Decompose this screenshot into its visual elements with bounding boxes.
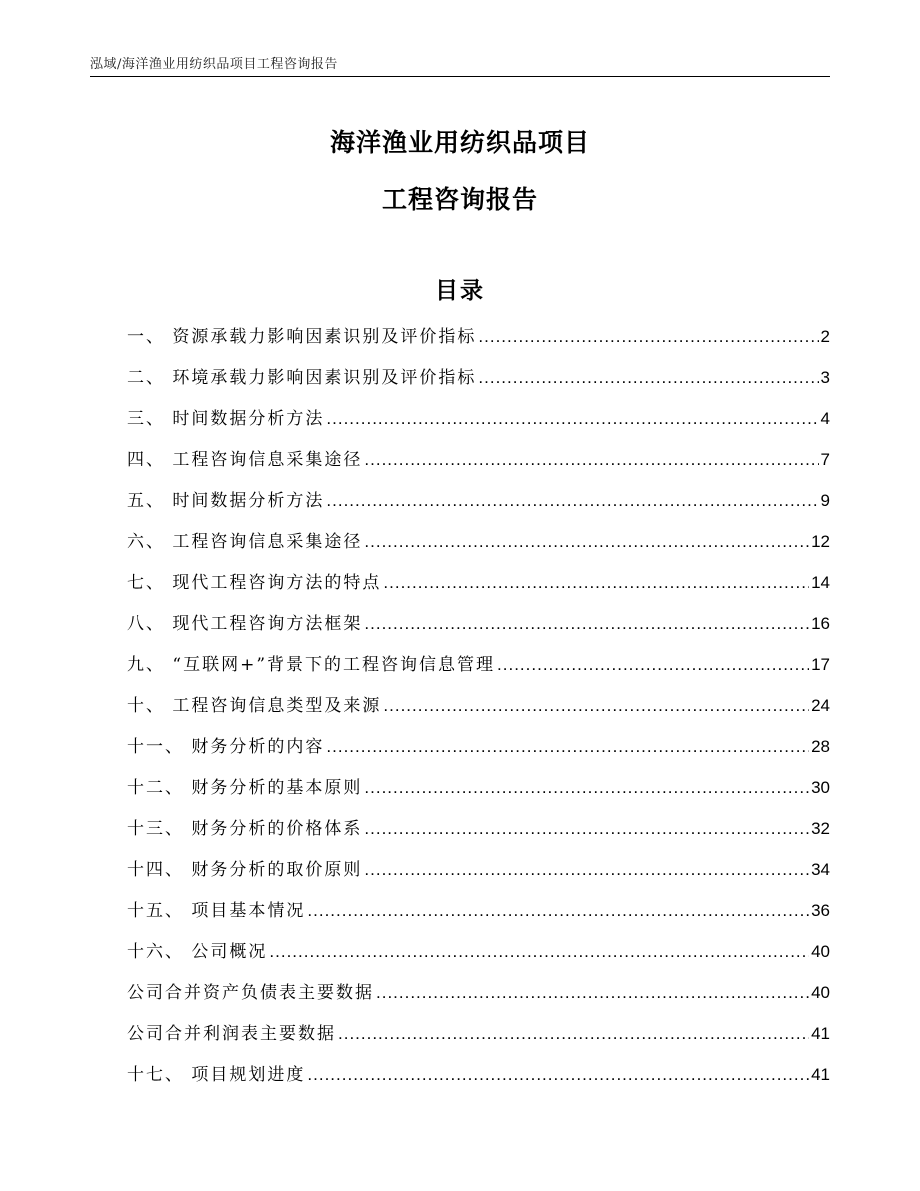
toc-entry[interactable] <box>127 363 830 404</box>
toc-entry[interactable] <box>127 609 830 650</box>
toc-leader-dots <box>326 409 818 429</box>
toc-entry[interactable] <box>127 527 830 568</box>
toc-entry[interactable] <box>127 896 830 937</box>
toc-leader-dots <box>478 327 818 347</box>
toc-entry[interactable] <box>127 691 830 732</box>
toc-entry-label: 公司合并利润表主要数据 <box>127 1024 336 1044</box>
document-title-line-1: 海洋渔业用纺织品项目 <box>329 128 590 157</box>
toc-entry-label: 五、 时间数据分析方法 <box>127 491 325 511</box>
toc-entry-page: 4 <box>820 409 830 428</box>
toc-entry-page: 32 <box>811 819 830 838</box>
toc-entry[interactable] <box>127 814 830 855</box>
toc-entry-label: 十六、 公司概况 <box>127 942 268 962</box>
toc-leader-dots <box>307 1065 809 1085</box>
toc-entry[interactable] <box>127 937 830 978</box>
toc-entry[interactable] <box>127 978 830 1019</box>
toc-entry-page: 40 <box>811 942 830 961</box>
toc-leader-dots <box>364 614 809 634</box>
toc-entry[interactable] <box>127 1060 830 1101</box>
toc-leader-dots <box>364 450 818 470</box>
toc-entry[interactable] <box>127 404 830 445</box>
toc-leader-dots <box>338 1024 809 1044</box>
toc-leader-dots <box>364 532 809 552</box>
toc-heading: 目录 <box>435 278 485 304</box>
toc-entry-page: 36 <box>811 901 830 920</box>
toc-leader-dots <box>269 942 809 962</box>
toc-entry-label: 十、 工程咨询信息类型及来源 <box>127 696 382 716</box>
toc-leader-dots <box>307 901 809 921</box>
toc-entry[interactable] <box>127 773 830 814</box>
toc-entry-page: 40 <box>811 983 830 1002</box>
toc-entry[interactable] <box>127 855 830 896</box>
toc-entry[interactable] <box>127 322 830 363</box>
toc-entry-label: 十五、 项目基本情况 <box>127 901 306 921</box>
toc-entry-page: 30 <box>811 778 830 797</box>
toc-entry-page: 41 <box>811 1024 830 1043</box>
toc-entry[interactable] <box>127 732 830 773</box>
toc-entry-page: 28 <box>811 737 830 756</box>
toc-entry-label: 六、 工程咨询信息采集途径 <box>127 532 363 552</box>
toc-leader-dots <box>364 860 809 880</box>
document-title-line-2: 工程咨询报告 <box>381 185 538 214</box>
toc-entry-label: 九、 “互联网+”背景下的工程咨询信息管理 <box>127 655 496 675</box>
toc-entry-label: 十四、 财务分析的取价原则 <box>127 860 363 880</box>
toc-entry-page: 9 <box>820 491 830 510</box>
toc-leader-dots <box>364 819 809 839</box>
toc-entry-label: 四、 工程咨询信息采集途径 <box>127 450 363 470</box>
toc-entry-label: 十七、 项目规划进度 <box>127 1065 306 1085</box>
table-of-contents <box>127 322 830 1101</box>
toc-entry-page: 24 <box>811 696 830 715</box>
toc-entry[interactable] <box>127 445 830 486</box>
toc-leader-dots <box>383 573 809 593</box>
toc-entry-label: 公司合并资产负债表主要数据 <box>127 983 374 1003</box>
toc-entry-label: 二、 环境承载力影响因素识别及评价指标 <box>127 368 477 388</box>
header-rule <box>90 76 830 77</box>
toc-entry-label: 八、 现代工程咨询方法框架 <box>127 614 363 634</box>
toc-entry-page: 3 <box>820 368 830 387</box>
toc-entry[interactable] <box>127 1019 830 1060</box>
toc-entry-page: 34 <box>811 860 830 879</box>
toc-entry-label: 三、 时间数据分析方法 <box>127 409 325 429</box>
toc-entry-label: 一、 资源承载力影响因素识别及评价指标 <box>127 327 477 347</box>
toc-leader-dots <box>326 737 809 757</box>
toc-entry[interactable] <box>127 568 830 609</box>
toc-entry[interactable] <box>127 486 830 527</box>
toc-leader-dots <box>478 368 818 388</box>
toc-entry-label: 十二、 财务分析的基本原则 <box>127 778 363 798</box>
toc-leader-dots <box>497 655 809 675</box>
toc-leader-dots <box>376 983 809 1003</box>
toc-entry-page: 41 <box>811 1065 830 1084</box>
toc-entry-label: 七、 现代工程咨询方法的特点 <box>127 573 382 593</box>
toc-leader-dots <box>383 696 809 716</box>
toc-entry-page: 7 <box>820 450 830 469</box>
toc-entry-page: 14 <box>811 573 830 592</box>
toc-entry-page: 17 <box>811 655 830 674</box>
toc-entry-label: 十一、 财务分析的内容 <box>127 737 325 757</box>
toc-entry-label: 十三、 财务分析的价格体系 <box>127 819 363 839</box>
running-header: 泓域/海洋渔业用纺织品项目工程咨询报告 <box>90 57 338 72</box>
toc-leader-dots <box>326 491 818 511</box>
toc-entry-page: 2 <box>820 327 830 346</box>
toc-entry-page: 12 <box>811 532 830 551</box>
toc-entry[interactable] <box>127 650 830 691</box>
toc-leader-dots <box>364 778 809 798</box>
toc-entry-page: 16 <box>811 614 830 633</box>
